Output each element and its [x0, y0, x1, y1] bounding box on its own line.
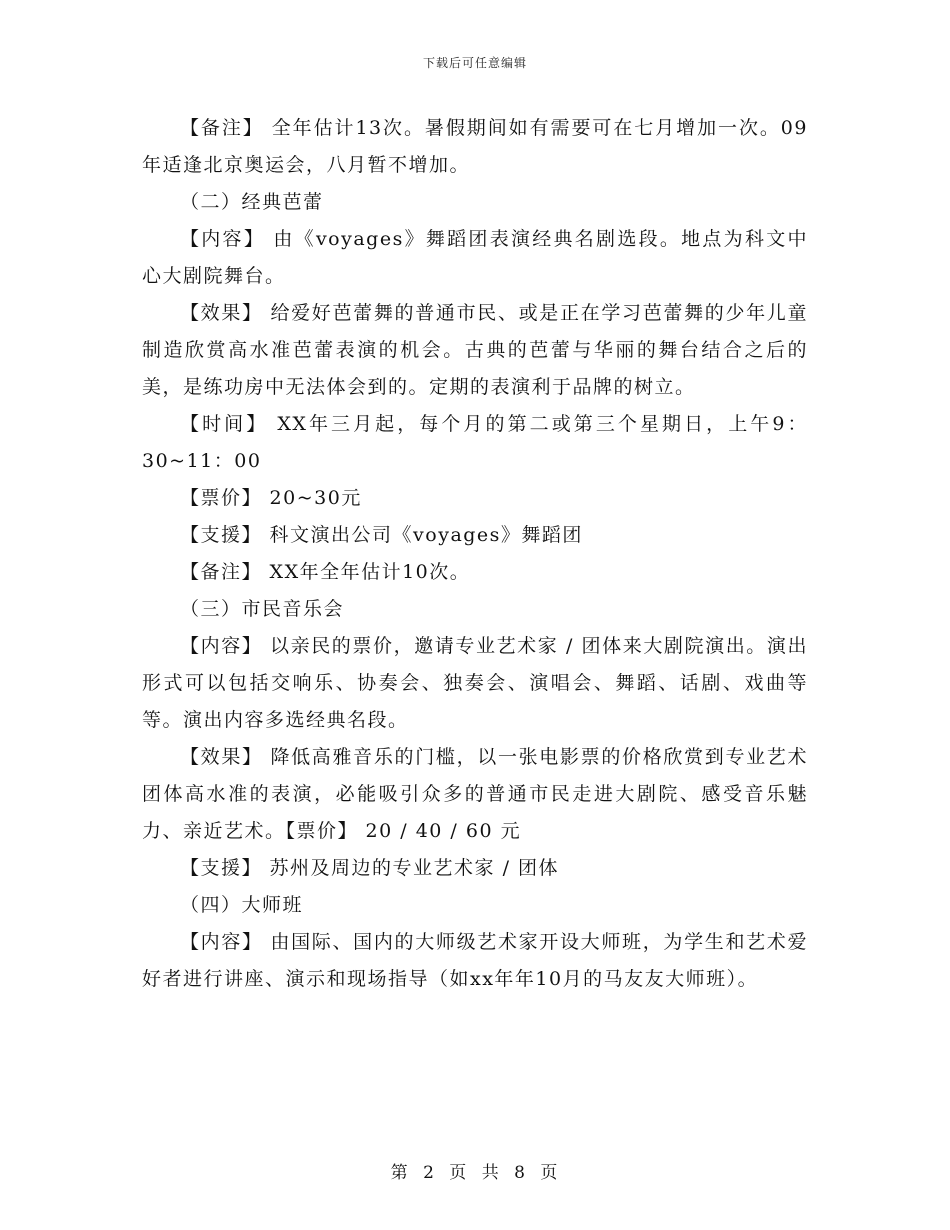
paragraph-content-1: 【内容】 由《voyages》舞蹈团表演经典名剧选段。地点为科文中心大剧院舞台。	[142, 228, 808, 287]
page-header: 下载后可任意编辑	[422, 56, 527, 70]
paragraph-content-3: 【内容】 由国际、国内的大师级艺术家开设大师班，为学生和艺术爱好者进行讲座、演示和现场指导（如xx年年10月的马友友大师班）。	[142, 931, 808, 990]
paragraph-time: 【时间】 XX年三月起，每个月的第二或第三个星期日，上午9：30~11：00	[142, 413, 808, 472]
paragraph-effect-1: 【效果】 给爱好芭蕾舞的普通市民、或是正在学习芭蕾舞的少年儿童制造欣赏高水准芭蕾表演的机会。古典的芭蕾与华丽的舞台结合之后的美，是练功房中无法体会到的。定期的表演利于品牌的树立。	[142, 302, 808, 398]
page-number: 第 2 页 共 8 页	[390, 1163, 560, 1183]
paragraph-note-2: 【备注】 XX年全年估计10次。	[180, 561, 471, 583]
section-heading-master-class: （四）大师班	[180, 894, 304, 916]
paragraph-note-1: 【备注】 全年估计13次。暑假期间如有需要可在七月增加一次。09年适逢北京奥运会，八月暂不增加。	[142, 117, 808, 176]
section-heading-citizen-concert: （三）市民音乐会	[180, 598, 345, 620]
section-heading-classic-ballet: （二）经典芭蕾	[180, 191, 324, 213]
paragraph-content-2: 【内容】 以亲民的票价，邀请专业艺术家 / 团体来大剧院演出。演出形式可以包括交响乐、协奏会、独奏会、演唱会、舞蹈、话剧、戏曲等等。演出内容多选经典名段。	[142, 635, 808, 731]
paragraph-support-1: 【支援】 科文演出公司《voyages》舞蹈团	[180, 524, 583, 546]
paragraph-effect-2: 【效果】 降低高雅音乐的门槛，以一张电影票的价格欣赏到专业艺术团体高水准的表演，必能吸引众多的普通市民走进大剧院、感受音乐魅力、亲近艺术。【票价】 20 / 40 / 60 元	[142, 746, 808, 842]
document-body	[142, 110, 808, 998]
paragraph-support-2: 【支援】 苏州及周边的专业艺术家 / 团体	[180, 857, 560, 879]
paragraph-price-1: 【票价】 20~30元	[180, 487, 362, 509]
